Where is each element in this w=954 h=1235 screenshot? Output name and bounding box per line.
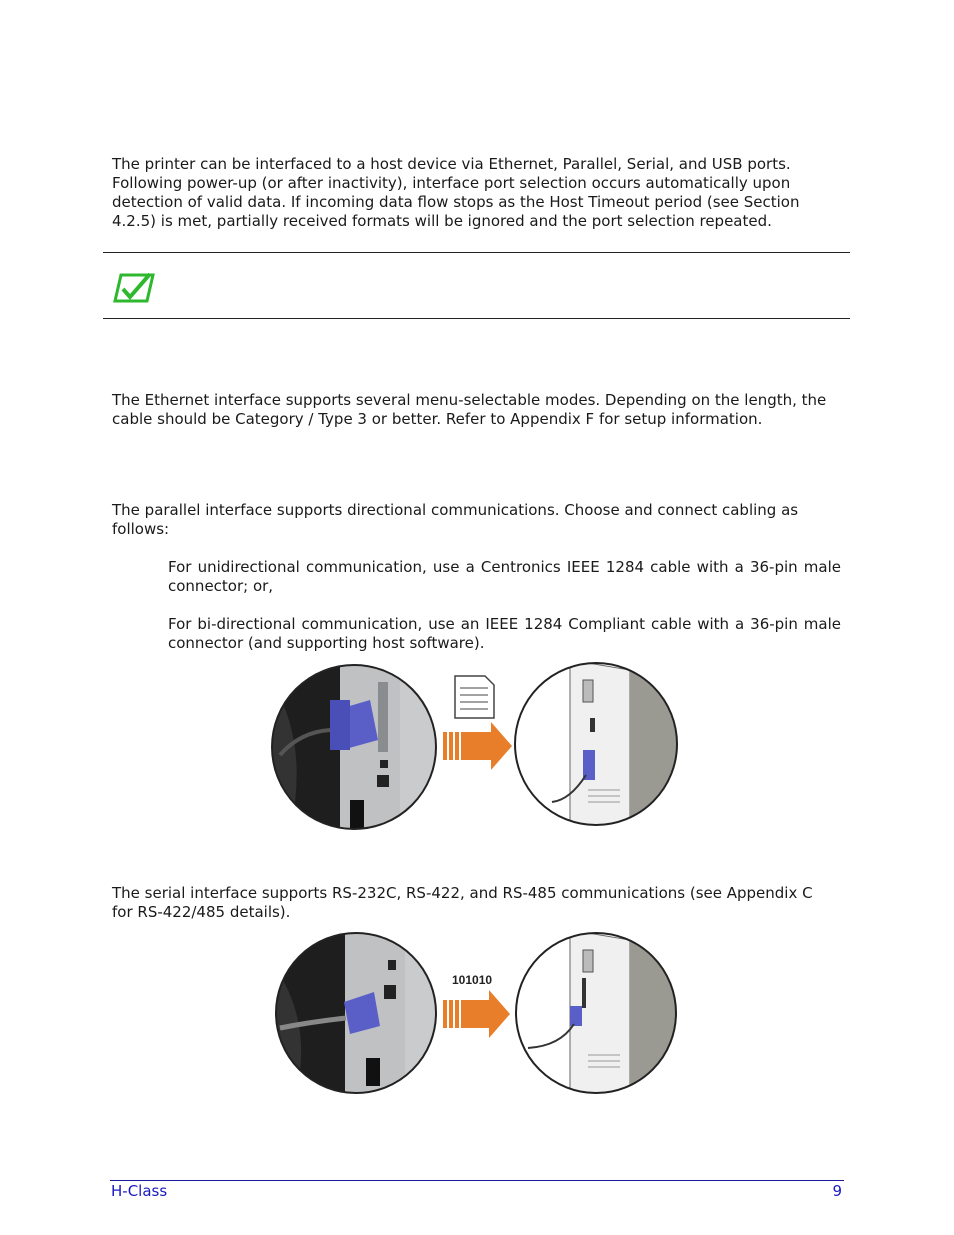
note-top-rule [103, 252, 850, 253]
footer-rule [110, 1180, 844, 1181]
parallel-item-unidirectional: For unidirectional communication, use a Centronics IEEE 1284 cable with a 36-pin male connector; or, [168, 558, 841, 595]
note-bottom-rule [103, 318, 850, 319]
parallel-connection-illustration [270, 660, 682, 832]
binary-data-label: 101010 [452, 973, 493, 987]
printer-parallel-port-image [270, 660, 440, 832]
parallel-item-bidirectional: For bi-directional communication, use an IEEE 1284 Compliant cable with a 36-pin male connector (and supporting host software). [168, 615, 841, 652]
document-icon [455, 676, 494, 718]
serial-connection-illustration [270, 930, 682, 1098]
footer-title: H-Class [111, 1182, 168, 1200]
ethernet-paragraph: The Ethernet interface supports several menu-selectable modes. Depending on the length, the cable should be Category / Type 3 or better. Refer to Appendix F for setup information. [112, 391, 827, 428]
printer-serial-port-image [270, 930, 440, 1098]
arrow-right-icon [443, 722, 512, 770]
intro-paragraph: The printer can be interfaced to a host device via Ethernet, Parallel, Serial, and USB ports. Following power-up (or after inactivity), interface port selection occurs automatically upon detection of valid data. If incoming data flow stops as the Host Timeout period (see Section 4.2.5) is met, partially received formats will be ignored and the port selection repeated. [112, 155, 800, 230]
host-computer-image [510, 660, 680, 832]
parallel-paragraph: The parallel interface supports directional communications. Choose and connect cabling as follows: [112, 501, 799, 538]
checkmark-icon [113, 273, 155, 303]
arrow-right-icon [443, 990, 510, 1038]
host-computer-image [510, 930, 680, 1098]
page-number: 9 [832, 1182, 842, 1200]
serial-paragraph: The serial interface supports RS-232C, RS-422, and RS-485 communications (see Appendix C for RS-422/485 details). [112, 884, 813, 921]
